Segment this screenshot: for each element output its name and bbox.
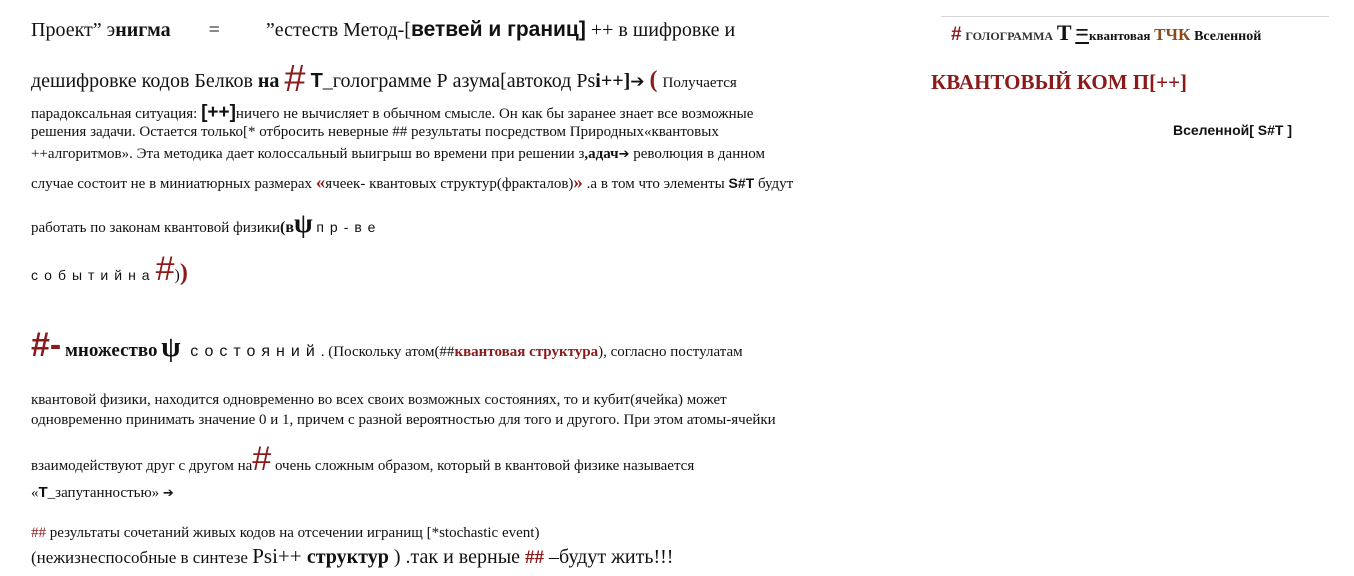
hash-symbol: # xyxy=(951,24,962,45)
line9-d: квантовая структура xyxy=(454,344,599,360)
line15-d: ) .так и верные xyxy=(388,546,526,568)
line5-b: ,адач xyxy=(584,146,619,162)
line-11: одновременно принимать значение 0 и 1, причем с разной вероятностью для того и другого. При этом атомы-ячейки xyxy=(31,412,776,428)
line8-c: ) xyxy=(179,260,188,286)
line-12 xyxy=(31,440,694,479)
line9-a: множество xyxy=(64,340,158,361)
line13-b: T xyxy=(38,484,48,501)
line8-a: событийна xyxy=(31,267,156,283)
line5-a: ++алгоритмов». Эта методика дает колоссальный выигрыш во времени при решении з xyxy=(31,146,585,162)
line15-b: Psi++ xyxy=(252,544,307,568)
line-13 xyxy=(31,484,174,502)
line6-e: будут xyxy=(754,176,794,192)
hash-symbol: ## xyxy=(525,547,545,568)
header-vsel: Вселенной xyxy=(1194,29,1262,44)
line7-b: (в xyxy=(280,219,295,236)
line12-a: взаимодействуют друг с другом на xyxy=(31,458,253,474)
line15-e: –будут жить!!! xyxy=(544,546,674,568)
line-1 xyxy=(31,18,735,42)
side-vsel-st: Вселенной[ S#T ] xyxy=(1173,122,1293,138)
arrow-right-icon: ➔ xyxy=(162,486,174,501)
line6-q1: « xyxy=(315,172,326,193)
hash-symbol: #- xyxy=(31,326,62,364)
line9-c: . (Поскольку атом(## xyxy=(320,344,455,360)
line2-f: Получается xyxy=(662,75,737,91)
header-t: T xyxy=(1056,20,1072,45)
line15-a: (нежизнеспособные в синтезе xyxy=(31,548,253,567)
line-2 xyxy=(31,54,737,100)
arrow-right-icon: ➔ xyxy=(630,72,645,92)
header-tchk: ТЧК xyxy=(1154,25,1191,44)
line14-a: результаты сочетаний живых кодов на отсечении игранищ [*stochastic event) xyxy=(46,525,540,541)
line2-paren: ( xyxy=(649,67,658,93)
line5-c: революция в данном xyxy=(629,146,765,162)
line6-c: .а в том что элементы xyxy=(582,176,729,192)
line6-q2: » xyxy=(573,172,583,193)
line1-d: ”естеств Метод-[ xyxy=(265,19,411,41)
line-8 xyxy=(31,250,188,289)
line9-b: состояний xyxy=(190,343,321,360)
line12-b: очень сложным образом, который в квантовой физике называется xyxy=(271,458,695,474)
psi-symbol: ψ xyxy=(294,208,313,238)
line15-c: структур xyxy=(306,546,389,568)
psi-symbol: ψ xyxy=(161,332,181,363)
line-3 xyxy=(31,102,753,124)
line1-e: ветвей и границ] xyxy=(410,18,586,41)
line7-a: работать по законам квантовой физики xyxy=(31,220,281,236)
line-5 xyxy=(31,146,765,163)
line7-c: пр-ве xyxy=(316,219,382,235)
line1-eq: = xyxy=(208,19,220,41)
line2-c: T xyxy=(310,70,323,92)
header-golog: ГОЛОГРАММА xyxy=(965,29,1054,43)
side-kvant-kom: КВАНТОВЫЙ КОМ П[++] xyxy=(931,70,1188,94)
hash-symbol: # xyxy=(284,58,306,100)
line3-a: парадоксальная ситуация: xyxy=(31,106,202,122)
line-4: решения задачи. Остается только[* отбросить неверные ## результаты посредством Природных«квантовых xyxy=(31,124,719,140)
line2-b: на xyxy=(257,70,280,92)
hash-symbol: # xyxy=(252,440,272,478)
line-10: квантовой физики, находится одновременно во всех своих возможных состояниях, то и кубит(ячейка) может xyxy=(31,392,727,408)
top-rule xyxy=(941,16,1329,17)
line-15 xyxy=(31,544,673,569)
line2-a: дешифровке кодов Белков xyxy=(31,70,258,92)
line6-a: случае состоит не в миниатюрных размерах xyxy=(31,176,316,192)
line6-b: ячеек- квантовых структур(фракталов) xyxy=(325,176,574,192)
line3-c: ничего не вычисляет в обычном смысле. Он как бы заранее знает все возможные xyxy=(235,106,754,122)
line8-b: ) xyxy=(174,267,180,284)
line-6 xyxy=(31,172,793,194)
line13-a: « xyxy=(31,485,39,501)
line1-f: ++ в шифровке и xyxy=(585,19,736,41)
line2-e: i++] xyxy=(595,70,631,92)
line13-c: _запутанностью» xyxy=(47,485,163,501)
hash-symbol: # xyxy=(155,250,175,288)
header-kvant: квантовая xyxy=(1088,28,1151,43)
line2-d: _голограмме Р азума[автокод Ps xyxy=(322,70,596,92)
line-7 xyxy=(31,208,381,239)
line1-b: нигма xyxy=(115,19,171,41)
arrow-right-icon: ➔ xyxy=(618,147,630,162)
line3-b: [++] xyxy=(201,102,236,123)
hash-symbol: ## xyxy=(31,525,46,541)
line-14 xyxy=(31,525,539,542)
line-9 xyxy=(31,326,743,365)
line1-a: Проект” э xyxy=(31,19,116,41)
line9-e: ), согласно постулатам xyxy=(598,344,743,360)
line6-d: S#T xyxy=(728,175,755,191)
header-right xyxy=(951,20,1261,47)
header-eq: = xyxy=(1075,20,1089,46)
